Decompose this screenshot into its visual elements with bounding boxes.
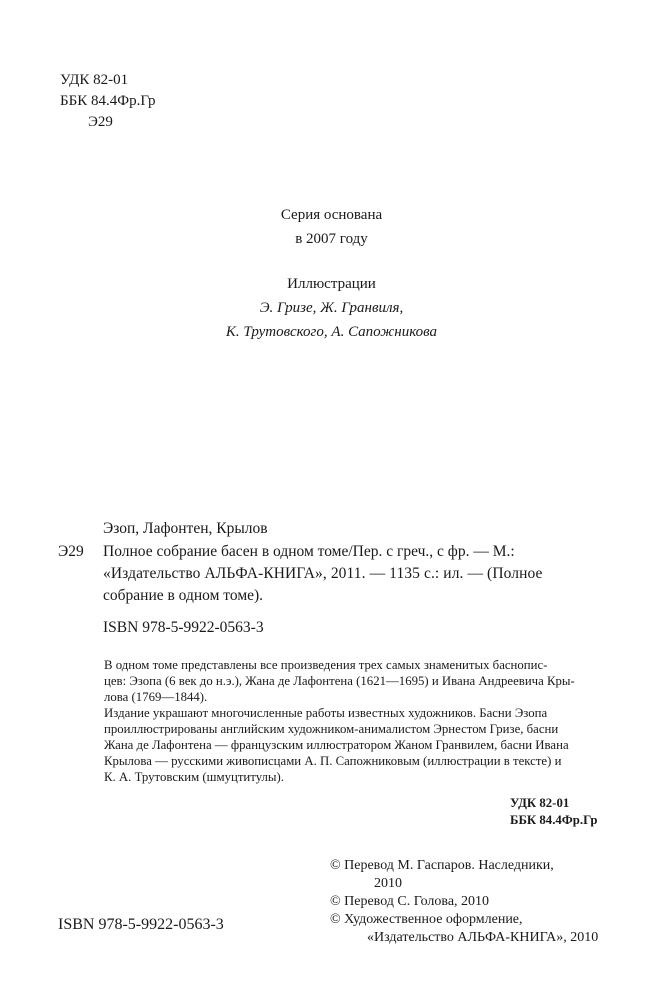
illustrators-line-1: Э. Гризе, Ж. Гранвиля,	[259, 300, 404, 316]
annotation-p2-line-3: Жана де Лафонтена — французским иллюстратором Жаном Гранвилем, басни Ивана	[104, 738, 569, 752]
annotation-p1-line-3: лова (1769—1844).	[104, 690, 208, 704]
annotation-p2-line-5: К. А. Трутовским (шмуцтитулы).	[104, 770, 284, 784]
illustrators-line-2: К. Трутовского, А. Сапожникова	[225, 324, 438, 340]
authors-line: Эзоп, Лафонтен, Крылов	[103, 520, 268, 537]
annotation-p1-line-2: цев: Эзопа (6 век до н.э.), Жана де Лафонтена (1621—1695) и Ивана Андреевича Кры-	[104, 674, 575, 688]
bbk-code-bottom: ББК 84.4Фр.Гр	[510, 813, 598, 827]
bib-title-line-3: собрание в одном томе).	[103, 587, 264, 604]
copyright-line-3: © Перевод С. Голова, 2010	[330, 894, 490, 909]
annotation-p1-line-1: В одном томе представлены все произведения трех самых знаменитых баснопис-	[104, 658, 548, 672]
copyright-line-2: 2010	[374, 876, 402, 891]
series-line-2: в 2007 году	[295, 231, 368, 247]
udk-code-bottom: УДК 82-01	[510, 796, 570, 810]
bbk-code-top: ББК 84.4Фр.Гр	[60, 93, 156, 109]
udk-code-top: УДК 82-01	[60, 72, 129, 88]
bib-isbn: ISBN 978-5-9922-0563-3	[103, 619, 264, 636]
bib-mark: Э29	[58, 543, 84, 560]
author-mark-top: Э29	[88, 114, 113, 130]
annotation-p2-line-1: Издание украшают многочисленные работы известных художников. Басни Эзопа	[104, 706, 548, 720]
annotation-p2-line-4: Крылова — русскими живописцами А. П. Сапожниковым (иллюстрации в тексте) и	[104, 754, 562, 768]
copyright-line-4: © Художественное оформление,	[330, 912, 523, 927]
annotation-p2-line-2: проиллюстрированы английским художником-анималистом Эрнестом Гризе, басни	[104, 722, 559, 736]
series-line-1: Серия основана	[280, 207, 383, 223]
copyright-line-1: © Перевод М. Гаспаров. Наследники,	[330, 858, 554, 873]
footer-isbn: ISBN 978-5-9922-0563-3	[58, 916, 224, 933]
copyright-line-5: «Издательство АЛЬФА-КНИГА», 2010	[367, 930, 599, 945]
bib-title-line-2: «Издательство АЛЬФА-КНИГА», 2011. — 1135 с.: ил. — (Полное	[103, 565, 543, 582]
bib-title-line-1: Полное собрание басен в одном томе/Пер. с греч., с фр. — М.:	[103, 543, 515, 560]
illustrations-heading: Иллюстрации	[287, 276, 376, 292]
